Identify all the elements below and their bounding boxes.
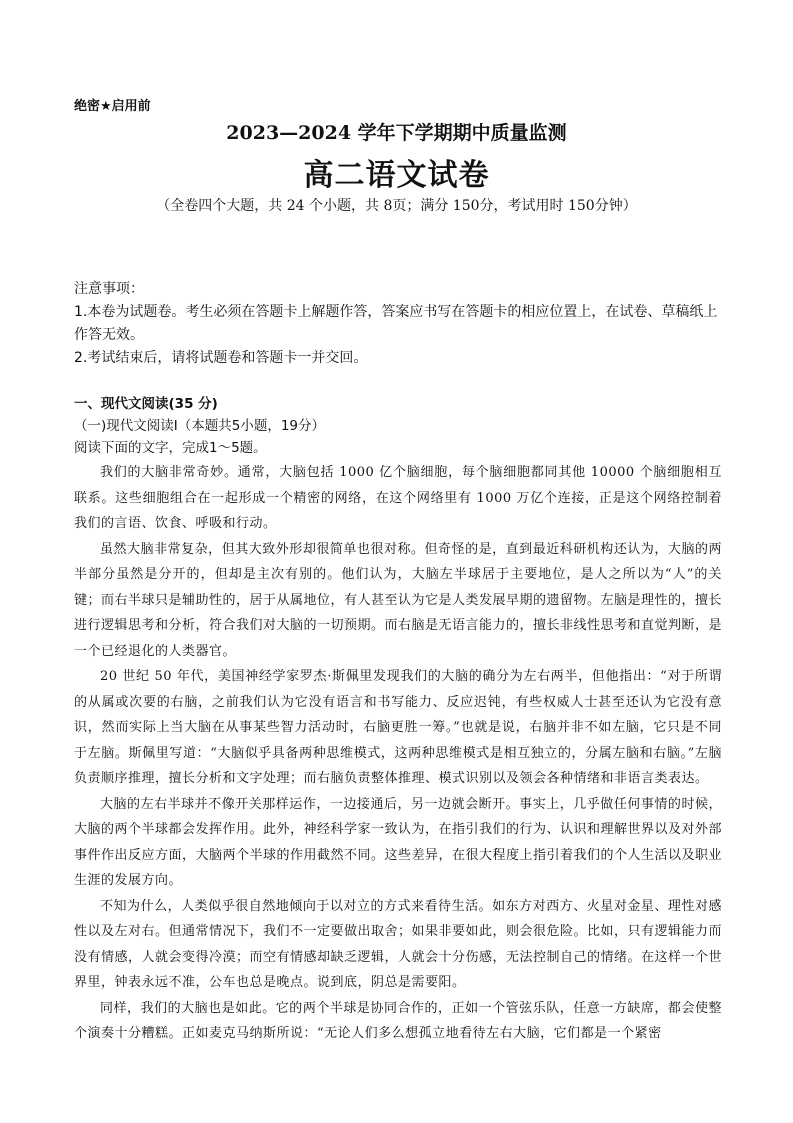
passage-paragraph: 不知为什么，人类似乎很自然地倾向于以对立的方式来看待生活。如东方对西方、火星对金星、理性对感性以及左对右。但通常情况下，我们不一定要做出取舍；如果非要如此，则会很危险。比如，只有逻辑能力而没有情感，人就会变得冷漠；而空有情感却缺乏逻辑，人就会十分伤感，无法控制自己的情绪。在这样一个世界里，钟表永远不准，公车也总是晚点。说到底，阴总是需要阳。 <box>74 898 723 990</box>
passage-paragraph: 大脑的左右半球并不像开关那样运作，一边接通后，另一边就会断开。事实上，几乎做任何事情的时候，大脑的两个半球都会发挥作用。此外，神经科学家一致认为，在指引我们的行为、认识和理解世界以及对外部事件作出反应方面，大脑两个半球的作用截然不同。这些差异，在很大程度上指引着我们的个人生活以及职业生涯的发展方向。 <box>74 796 723 888</box>
subject-title: 高二语文试卷 <box>303 158 490 193</box>
notice-heading: 注意事项： <box>74 281 144 297</box>
confidential-mark: 绝密★启用前 <box>74 99 151 114</box>
exam-meta: （全卷四个大题，共 24 个小题，共 8页；满分 150分，考试用时 150分钟） <box>156 198 637 214</box>
notice-block <box>74 278 722 370</box>
section-title: 一、现代文阅读(35 分) <box>74 396 218 412</box>
exam-title: 2023—2024 学年下学期期中质量监测 <box>226 122 567 144</box>
passage-paragraph: 20 世纪 50 年代，美国神经学家罗杰·斯佩里发现我们的大脑的确分为左右两半，但他指出：“对于所谓的从属或次要的右脑，之前我们认为它没有语言和书写能力、反应迟钝，有些权威人士甚至还认为它没有意识，然而实际上当大脑在从事某些智力活动时，右脑更胜一筹。”也就是说，右脑并非不如左脑，它只是不同于左脑。斯佩里写道：“大脑似乎具备两种思维模式，这两种思维模式是相互独立的，分属左脑和右脑。”左脑负责顺序推理，擅长分析和文字处理；而右脑负责整体推理、模式识别以及领会各种情绪和非语言类表达。 <box>74 669 722 786</box>
passage-paragraph: 同样，我们的大脑也是如此。它的两个半球是协同合作的，正如一个管弦乐队，任意一方缺席，都会使整个演奏十分糟糕。正如麦克马纳斯所说：“无论人们多么想孤立地看待左右大脑，它们都是一个紧密 <box>74 1000 722 1041</box>
reading-passage <box>74 460 722 1047</box>
reading-instruction: 阅读下面的文字，完成1～5题。 <box>74 440 267 456</box>
passage-paragraph: 虽然大脑非常复杂，但其大致外形却很简单也很对称。但奇怪的是，直到最近科研机构还认为，大脑的两半部分虽然是分开的，但却是主次有别的。他们认为，大脑左半球居于主要地位，是人之所以为“人”的关键；而右半球只是辅助性的，居于从属地位，有人甚至认为它是人类发展早期的遗留物。左脑是理性的，擅长进行逻辑思考和分析，符合我们对大脑的一切预期。而右脑是无语言能力的，擅长非线性思考和直觉判断，是一个已经退化的人类器官。 <box>74 541 723 659</box>
passage-paragraph: 我们的大脑非常奇妙。通常，大脑包括 1000 亿个脑细胞，每个脑细胞都同其他 10000 个脑细胞相互联系。这些细胞组合在一起形成一个精密的网络，在这个网络里有 1000 万亿个连接，正是这个网络控制着我们的言语、饮食、呼吸和行动。 <box>74 465 722 531</box>
notice-item: 1.本卷为试题卷。考生必须在答题卡上解题作答，答案应书写在答题卡的相应位置上，在试卷、草稿纸上作答无效。 <box>74 304 718 343</box>
section-header <box>74 393 325 459</box>
notice-item: 2.考试结束后，请将试题卷和答题卡一并交回。 <box>74 350 368 366</box>
section-subtitle: （一)现代文阅读Ⅰ（本题共5小题，19分） <box>74 418 326 434</box>
